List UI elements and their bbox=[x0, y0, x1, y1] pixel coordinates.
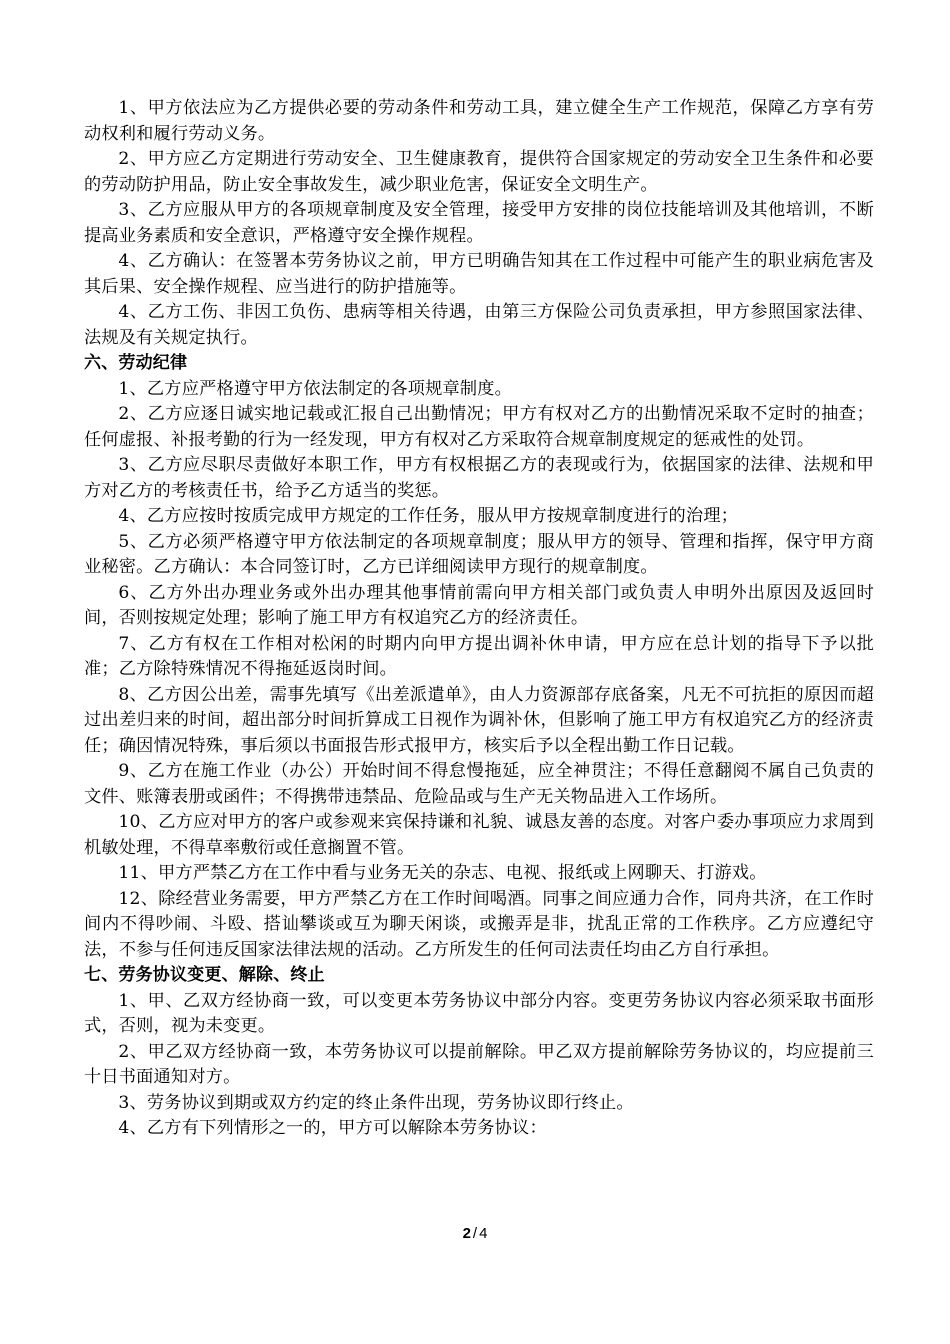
section6-item: 7、乙方有权在工作相对松闲的时期内向甲方提出调补休申请，甲方应在总计划的指导下予以批准；乙方除特殊情况不得拖延返岗时间。 bbox=[84, 633, 874, 679]
section7-item: 4、乙方有下列情形之一的，甲方可以解除本劳务协议： bbox=[118, 1118, 547, 1138]
page-number bbox=[0, 1225, 950, 1242]
section6-item: 4、乙方应按时按质完成甲方规定的工作任务，服从甲方按规章制度进行的治理； bbox=[118, 506, 739, 526]
section6-item: 10、乙方应对甲方的客户或参观来宾保持谦和礼貌、诚恳友善的态度。对客户委办事项应力求周到机敏处理，不得草率敷衍或任意搁置不管。 bbox=[84, 812, 874, 858]
section5-item: 2、甲方应乙方定期进行劳动安全、卫生健康教育，提供符合国家规定的劳动安全卫生条件和必要的劳动防护用品，防止安全事故发生，减少职业危害，保证安全文明生产。 bbox=[84, 149, 874, 195]
section6-item: 6、乙方外出办理业务或外出办理其他事情前需向甲方相关部门或负责人申明外出原因及返回时间，否则按规定处理；影响了施工甲方有权追究乙方的经济责任。 bbox=[84, 582, 874, 628]
section7-item: 2、甲乙双方经协商一致，本劳务协议可以提前解除。甲乙双方提前解除劳务协议的，均应提前三十日书面通知对方。 bbox=[84, 1041, 874, 1087]
section5-item: 4、乙方工伤、非因工负伤、患病等相关待遇，由第三方保险公司负责承担，甲方参照国家法律、法规及有关规定执行。 bbox=[84, 302, 874, 348]
section6-item: 11、甲方严禁乙方在工作中看与业务无关的杂志、电视、报纸或上网聊天、打游戏。 bbox=[118, 863, 767, 883]
section5-item: 1、甲方依法应为乙方提供必要的劳动条件和劳动工具，建立健全生产工作规范，保障乙方享有劳动权利和履行劳动义务。 bbox=[84, 98, 874, 144]
current-page-number: 2 bbox=[462, 1225, 471, 1242]
section6-item: 5、乙方必须严格遵守甲方依法制定的各项规章制度；服从甲方的领导、管理和指挥，保守甲方商业秘密。乙方确认：本合同签订时，乙方已详细阅读甲方现行的规章制度。 bbox=[84, 531, 874, 577]
document-body bbox=[84, 96, 874, 1142]
total-pages-number: 4 bbox=[479, 1225, 488, 1242]
section6-heading: 六、劳动纪律 bbox=[84, 353, 188, 373]
section5-item: 4、乙方确认：在签署本劳务协议之前，甲方已明确告知其在工作过程中可能产生的职业病危害及其后果、安全操作规程、应当进行的防护措施等。 bbox=[84, 251, 874, 297]
section6-item: 3、乙方应尽职尽责做好本职工作，甲方有权根据乙方的表现或行为，依据国家的法律、法规和甲方对乙方的考核责任书，给予乙方适当的奖惩。 bbox=[84, 455, 874, 501]
section7-item: 3、劳务协议到期或双方约定的终止条件出现，劳务协议即行终止。 bbox=[118, 1092, 634, 1113]
section6-item: 2、乙方应逐日诚实地记载或汇报自己出勤情况；甲方有权对乙方的出勤情况采取不定时的抽查；任何虚报、补报考勤的行为一经发现，甲方有权对乙方采取符合规章制度规定的惩戒性的处罚。 bbox=[84, 404, 874, 450]
section6-item: 8、乙方因公出差，需事先填写《出差派遣单》，由人力资源部存底备案，凡无不可抗拒的原因而超过出差归来的时间，超出部分时间折算成工日视作为调补休，但影响了施工甲方有权追究乙方的经济责任；确因情况特殊，事后须以书面报告形式报甲方，核实后予以全程出勤工作日记载。 bbox=[84, 684, 874, 756]
page-number-separator: / bbox=[472, 1225, 478, 1242]
section5-item: 3、乙方应服从甲方的各项规章制度及安全管理，接受甲方安排的岗位技能培训及其他培训，不断提高业务素质和安全意识，严格遵守安全操作规程。 bbox=[84, 200, 874, 246]
section6-item: 1、乙方应严格遵守甲方依法制定的各项规章制度。 bbox=[118, 378, 513, 399]
section7-item: 1、甲、乙双方经协商一致，可以变更本劳务协议中部分内容。变更劳务协议内容必须采取书面形式，否则，视为未变更。 bbox=[84, 990, 874, 1036]
section6-item: 12、除经营业务需要，甲方严禁乙方在工作时间喝酒。同事之间应通力合作，同舟共济，在工作时间内不得吵闹、斗殴、搭讪攀谈或互为聊天闲谈，或搬弄是非，扰乱正常的工作秩序。乙方应遵纪守法，不参与任何违反国家法律法规的活动。乙方所发生的任何司法责任均由乙方自行承担。 bbox=[84, 888, 874, 960]
section7-heading: 七、劳务协议变更、解除、终止 bbox=[84, 965, 325, 985]
section6-item: 9、乙方在施工作业（办公）开始时间不得怠慢拖延，应全神贯注；不得任意翻阅不属自己负责的文件、账簿表册或函件；不得携带违禁品、危险品或与生产无关物品进入工作场所。 bbox=[84, 761, 874, 807]
